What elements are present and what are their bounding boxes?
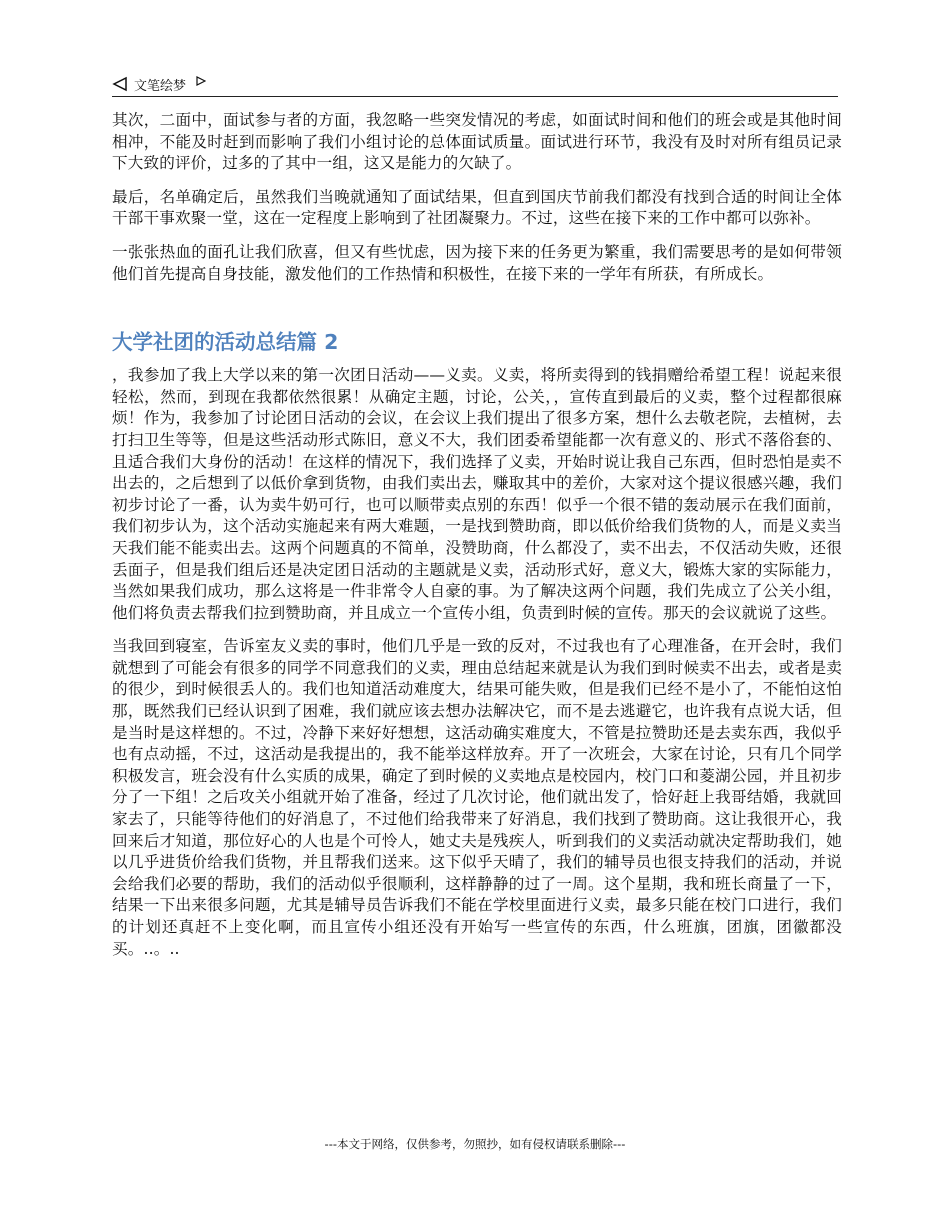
section-heading: 大学社团的活动总结篇 2 — [112, 330, 339, 355]
triangle-left-icon — [112, 76, 128, 92]
brand-name: 文笔绘梦 — [134, 78, 187, 94]
paragraph: 其次，二面中，面试参与者的方面，我忽略一些突发情况的考虑，如面试时间和他们的班会或是其他时间相冲，不能及时赶到而影响了我们小组讨论的总体面试质量。面试进行环节，我没有及时对所有组员记录下大致的评价，过多的了其中一组，这又是能力的欠缺了。 — [112, 111, 842, 173]
page-header — [112, 72, 838, 97]
paragraph: 一张张热血的面孔让我们欣喜，但又有些忧虑，因为接下来的任务更为繁重，我们需要思考的是如何带领他们首先提高自身技能，激发他们的工作热情和积极性，在接下来的一学年有所获，有所成长。 — [112, 242, 842, 283]
paragraph: 最后，名单确定后，虽然我们当晚就通知了面试结果，但直到国庆节前我们都没有找到合适的时间让全体干部干事欢聚一堂，这在一定程度上影响到了社团凝聚力。不过，这些在接下来的工作中都可以弥补。 — [112, 187, 842, 228]
document-body — [112, 110, 842, 972]
page-footer: ---本文于网络，仅供参考，勿照抄，如有侵权请联系删除--- — [324, 1137, 626, 1151]
triangle-right-small-icon — [196, 76, 206, 86]
paragraph: ，我参加了我上大学以来的第一次团日活动——义卖。义卖，将所卖得到的钱捐赠给希望工程！说起来很轻松，然而，到现在我都依然很累！从确定主题，讨论，公关，，宣传直到最后的义卖，整个过程都很麻烦！作为，我参加了讨论团日活动的会议，在会议上我们提出了很多方案，想什么去敬老院，去植树，去打扫卫生等等，但是这些活动形式陈旧，意义不大，我们团委希望能都一次有意义的、形式不落俗套的、且适合我们大身份的活动！在这样的情况下，我们选择了义卖，开始时说让我自己东西，但时恐怕是卖不出去的，之后想到了以低价拿到货物，由我们卖出去，赚取其中的差价，大家对这个提议很感兴趣，我们初步讨论了一番，认为卖牛奶可行，也可以顺带卖点别的东西！似乎一个很不错的轰动展示在我们面前，我们初步认为，这个活动实施起来有两大难题，一是找到赞助商，即以低价给我们货物的人，而是义卖当天我们能不能卖出去。这两个问题真的不简单，没赞助商，什么都没了，卖不出去，不仅活动失败，还很丢面子，但是我们组后还是决定团日活动的主题就是义卖，活动形式好，意义大，锻炼大家的实际能力，当然如果我们成功，那么这将是一件非常令人自豪的事。为了解决这两个问题，我们先成立了公关小组，他们将负责去帮我们拉到赞助商，并且成立一个宣传小组，负责到时候的宣传。那天的会议就说了这些。 — [112, 366, 842, 622]
paragraph: 当我回到寝室，告诉室友义卖的事时，他们几乎是一致的反对，不过我也有了心理准备，在开会时，我们就想到了可能会有很多的同学不同意我们的义卖，理由总结起来就是认为我们到时候卖不出去，或者是卖的很少，到时候很丢人的。我们也知道活动难度大，结果可能失败，但是我们已经不是小了，不能怕这怕那，既然我们已经认识到了困难，我们就应该去想办法解决它，而不是去逃避它，也许我有点说大话，但是当时是这样想的。不过，冷静下来好好想想，这活动确实难度大，不管是拉赞助还是去卖东西，我似乎也有点动摇，不过，这活动是我提出的，我不能举这样放弃。开了一次班会，大家在讨论，只有几个同学积极发言，班会没有什么实质的成果，确定了到时候的义卖地点是校园内，校门口和菱湖公园，并且初步分了一下组！之后攻关小组就开始了准备，经过了几次讨论，他们就出发了，恰好赶上我哥结婚，我就回家去了，只能等待他们的好消息了，不过他们给我带来了好消息，我们找到了赞助商。这让我很开心，我回来后才知道，那位好心的人也是个可怜人，她丈夫是残疾人，听到我们的义卖活动就决定帮助我们，她以几乎进货价给我们货物，并且帮我们送来。这下似乎天晴了，我们的辅导员也很支持我们的活动，并说会给我们必要的帮助，我们的活动似乎很顺利，这样静静的过了一周。这个星期，我和班长商量了一下，结果一下出来很多问题，尤其是辅导员告诉我们不能在学校里面进行义卖，最多只能在校门口进行，我们的计划还真赶不上变化啊，而且宣传小组还没有开始写一些宣传的东西，什么班旗，团旗，团徽都没买。..。.. — [112, 637, 842, 958]
